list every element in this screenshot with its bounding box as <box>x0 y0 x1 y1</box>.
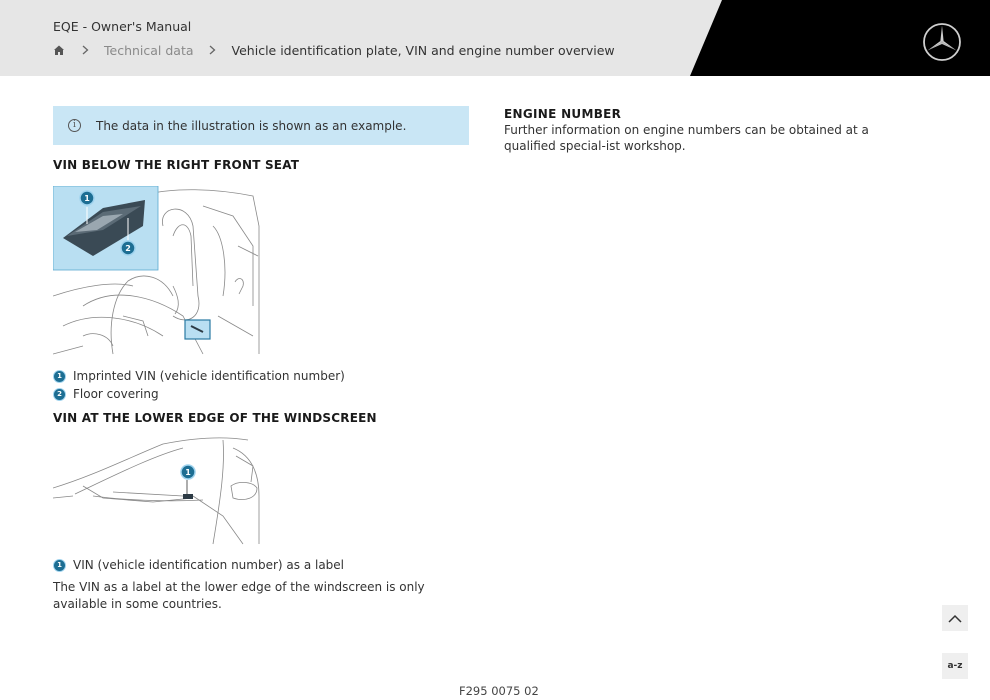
glossary-label: a-z <box>947 661 963 671</box>
figure-code: F295 0075 02 <box>459 684 539 698</box>
mercedes-star-icon[interactable] <box>922 22 962 62</box>
breadcrumb-current-page: Vehicle identification plate, VIN and engine number overview <box>231 42 615 58</box>
app-title: EQE - Owner's Manual <box>53 19 192 34</box>
callout-2: 2 <box>125 244 131 253</box>
legend-text: Imprinted VIN (vehicle identification number) <box>73 369 345 383</box>
legend-item <box>53 367 345 385</box>
section-heading-vin-windscreen: VIN AT THE LOWER EDGE OF THE WINDSCREEN <box>53 411 377 425</box>
info-note <box>53 106 469 145</box>
legend-text: Floor covering <box>73 387 159 401</box>
chevron-right-icon <box>80 43 90 57</box>
callout-1: 1 <box>185 468 191 477</box>
legend-section1 <box>53 367 345 403</box>
breadcrumb-technical-data[interactable]: Technical data <box>104 42 194 58</box>
engine-number-heading: ENGINE NUMBER <box>504 107 622 121</box>
chevron-up-icon <box>948 614 962 623</box>
number-badge: 1 <box>53 559 66 572</box>
vin-windscreen-illustration <box>53 436 261 546</box>
scroll-to-top-button[interactable] <box>942 605 968 631</box>
number-badge: 2 <box>53 388 66 401</box>
info-icon: i <box>68 119 81 132</box>
legend-text: VIN (vehicle identification number) as a label <box>73 558 345 572</box>
vin-seat-illustration <box>53 186 261 356</box>
callout-1: 1 <box>84 194 90 203</box>
legend-item <box>53 556 344 574</box>
legend-section2 <box>53 556 344 574</box>
number-badge: 1 <box>53 370 66 383</box>
breadcrumb <box>52 41 615 59</box>
chevron-right-icon <box>208 43 218 57</box>
windscreen-note: The VIN as a label at the lower edge of the windscreen is only available in some countries. <box>53 580 425 611</box>
legend-item <box>53 385 345 403</box>
section-heading-vin-seat: VIN BELOW THE RIGHT FRONT SEAT <box>53 158 300 172</box>
glossary-button[interactable] <box>942 653 968 679</box>
home-icon[interactable] <box>52 43 66 57</box>
info-note-text: The data in the illustration is shown as an example. <box>96 118 407 133</box>
engine-number-text: Further information on engine numbers can be obtained at a qualified special-ist workshop. <box>504 123 869 153</box>
page-header <box>0 0 990 76</box>
